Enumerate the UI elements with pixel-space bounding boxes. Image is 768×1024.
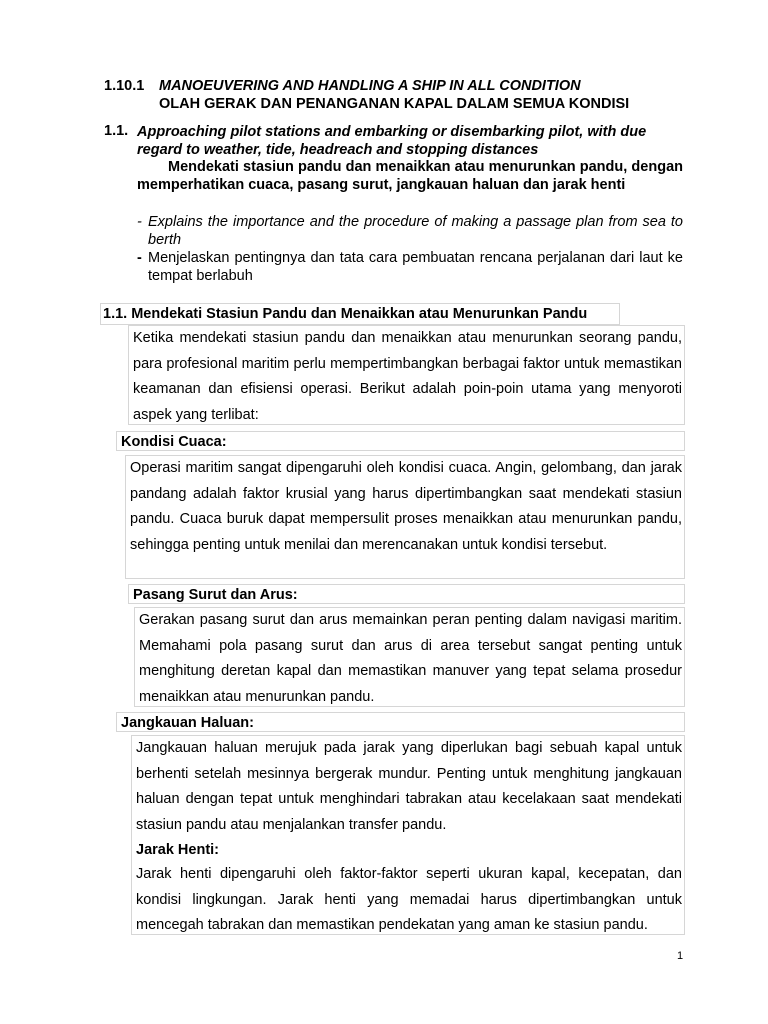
intro-box — [128, 325, 685, 425]
intro-paragraph: Ketika mendekati stasiun pandu dan menaikkan atau menurunkan seorang pandu, para profesional maritim perlu mempertimbangkan berbagai faktor untuk memastikan keamanan dan efisiensi operasi. Berikut adalah poin-poin utama yang menyoroti aspek yang terlibat: — [133, 330, 682, 423]
bullet-dash: - — [137, 214, 142, 230]
label-stopping: Jarak Henti: — [136, 842, 220, 858]
label-weather: Kondisi Cuaca: — [121, 434, 227, 450]
subheading-title-en: Approaching pilot stations and embarking or disembarking pilot, with due regard to weather, tide, headreach and stopping distances — [137, 124, 647, 158]
section-title: 1.1. Mendekati Stasiun Pandu dan Menaikkan atau Menurunkan Pandu — [103, 306, 588, 322]
label-box-tide — [128, 584, 685, 604]
bullet-dash: - — [137, 250, 142, 266]
weather-paragraph: Operasi maritim sangat dipengaruhi oleh kondisi cuaca. Angin, gelombang, dan jarak pandang adalah faktor krusial yang harus dipertimbangkan saat mendekati stasiun pandu. Cuaca buruk dapat mempersulit proses menaikkan atau menurunkan pandu, sehingga penting untuk menilai dan merencanakan untuk kondisi tersebut. — [130, 460, 682, 553]
label-tide: Pasang Surut dan Arus: — [133, 587, 298, 603]
weather-box — [125, 455, 685, 579]
stopping-paragraph: Jarak henti dipengaruhi oleh faktor-faktor seperti ukuran kapal, kecepatan, dan kondisi lingkungan. Jarak henti yang memadai harus dipertimbangkan untuk mencegah tabrakan dan memastikan pendekatan yang aman ke stasiun pandu. — [136, 866, 682, 933]
tide-box — [134, 607, 685, 707]
page-number: 1 — [677, 950, 684, 962]
bullet-text-id: Menjelaskan pentingnya dan tata cara pembuatan rencana perjalanan dari laut ke tempat berlabuh — [148, 250, 683, 284]
tide-paragraph: Gerakan pasang surut dan arus memainkan peran penting dalam navigasi maritim. Memahami pola pasang surut dan arus di area tersebut sangat penting untuk menghitung deretan kapal dan memastikan manuver yang tepat selama prosedur menaikkan atau menurunkan pandu. — [139, 612, 682, 705]
label-box-weather — [116, 431, 685, 451]
section-title-box — [100, 303, 620, 325]
headreach-box — [131, 735, 685, 935]
bullet-en — [137, 213, 683, 249]
subheading-number: 1.1. — [104, 123, 129, 139]
headreach-paragraph: Jangkauan haluan merujuk pada jarak yang diperlukan bagi sebuah kapal untuk berhenti setelah mesinnya bergerak mundur. Penting untuk menghitung jangkauan haluan dengan tepat untuk menghindari tabrakan atau kecelakaan saat mendekati stasiun pandu atau menjalankan transfer pandu. — [136, 740, 682, 833]
label-box-headreach — [116, 712, 685, 732]
label-headreach: Jangkauan Haluan: — [121, 715, 254, 731]
heading-number: 1.10.1 — [104, 78, 145, 94]
subheading-title-id: Mendekati stasiun pandu dan menaikkan atau menurunkan pandu, dengan memperhatikan cuaca, pasang surut, jangkauan haluan dan jarak henti — [137, 159, 683, 193]
bullet-text-en: Explains the importance and the procedure of making a passage plan from sea to berth — [148, 214, 683, 248]
bullet-id — [137, 249, 683, 285]
heading-title-en: MANOEUVERING AND HANDLING A SHIP IN ALL CONDITION — [159, 78, 581, 94]
heading-title-id: OLAH GERAK DAN PENANGANAN KAPAL DALAM SEMUA KONDISI — [159, 96, 630, 112]
